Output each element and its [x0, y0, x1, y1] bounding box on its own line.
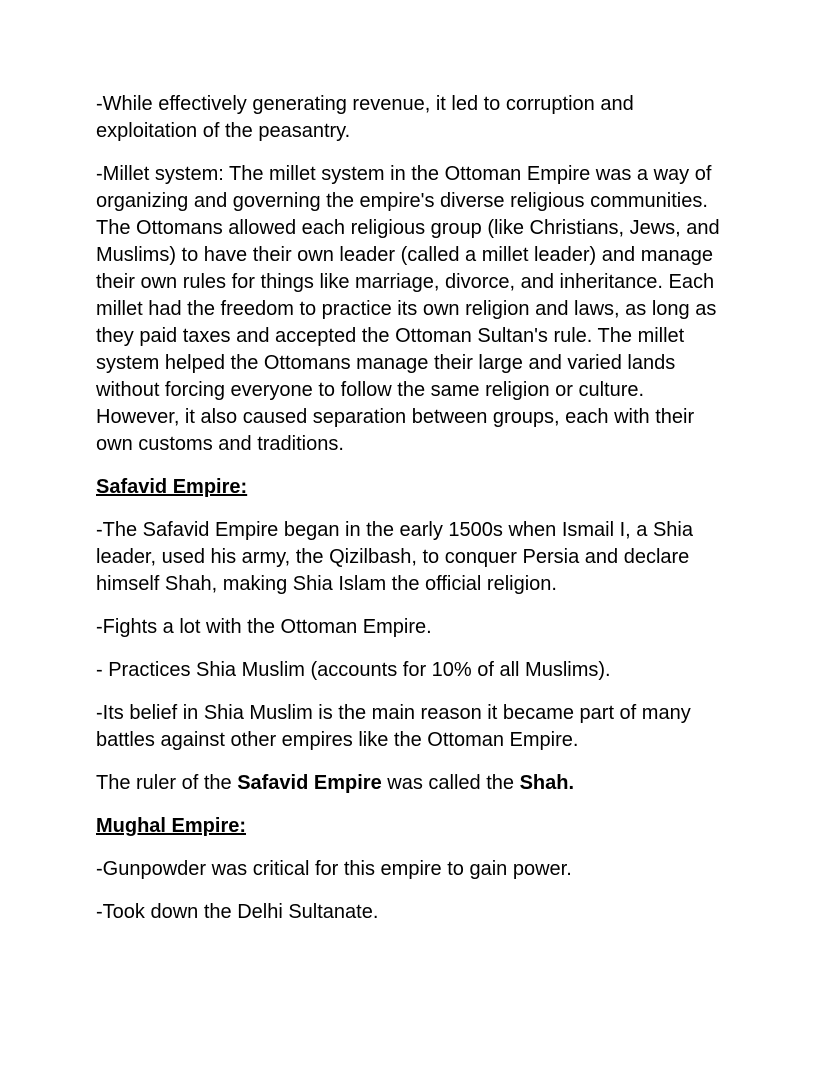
bold-text-run: Safavid Empire	[237, 772, 382, 794]
paragraph: -Gunpowder was critical for this empire to gain power.	[96, 858, 572, 880]
paragraph: - Practices Shia Muslim (accounts for 10% of all Muslims).	[96, 659, 611, 681]
paragraph: -While effectively generating revenue, it led to corruption and exploitation of the peasantry.	[96, 93, 634, 142]
heading-safavid-empire	[96, 474, 732, 501]
document-body	[96, 91, 732, 942]
text-run: was called the	[381, 772, 520, 794]
paragraph: -Fights a lot with the Ottoman Empire.	[96, 616, 432, 638]
heading-text: Mughal Empire:	[96, 815, 247, 837]
bold-text-run: Shah.	[519, 772, 575, 794]
paragraph: -Took down the Delhi Sultanate.	[96, 901, 379, 923]
paragraph	[96, 770, 732, 797]
text-run: The ruler of the	[96, 772, 238, 794]
heading-mughal-empire	[96, 813, 732, 840]
heading-text: Safavid Empire:	[96, 476, 248, 498]
paragraph: -Millet system: The millet system in the Ottoman Empire was a way of organizing and governing the empire's diverse religious communities. The Ottomans allowed each religious group (like Christians, Jews, and Muslims) to have their own leader (called a millet leader) and manage their own rules for things like marriage, divorce, and inheritance. Each millet had the freedom to practice its own religion and laws, as long as they paid taxes and accepted the Ottoman Sultan's rule. The millet system helped the Ottomans manage their large and varied lands without forcing everyone to follow the same religion or culture. However, it also caused separation between groups, each with their own customs and traditions.	[96, 163, 720, 455]
paragraph: -The Safavid Empire began in the early 1500s when Ismail I, a Shia leader, used his army, the Qizilbash, to conquer Persia and declare himself Shah, making Shia Islam the official religion.	[96, 519, 693, 595]
paragraph: -Its belief in Shia Muslim is the main reason it became part of many battles against other empires like the Ottoman Empire.	[96, 702, 691, 751]
